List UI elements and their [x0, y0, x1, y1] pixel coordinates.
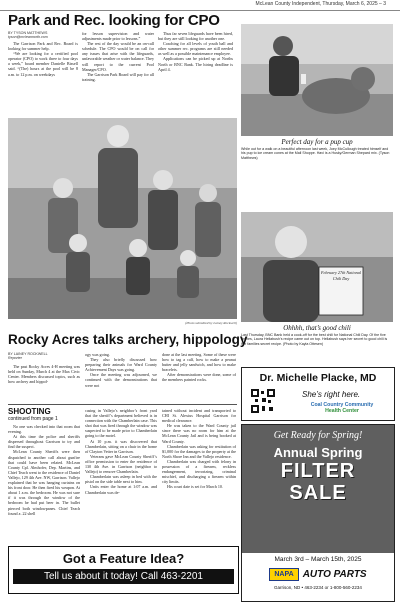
- photo-credit: (Photo submitted by Lainey Rockwell): [185, 321, 237, 325]
- paragraph: At 10 p.m. it was discovered that Chamberlain, sitting on a chair in the home of Clayton Vetter in Garrison.: [85, 438, 157, 454]
- continued-label: continued from page 1: [8, 416, 58, 422]
- paragraph: Applications can be picked up at Norths North or BNC Bank. The hiring deadline is April 4.: [158, 56, 233, 72]
- paragraph: The past Rocky Acres 4-H meeting was held on Sunday, March 4 at the Max Civic Center. Members discussed topics, such as how archery and hippol-: [8, 364, 80, 385]
- paragraph: The Garrison Park and Rec. Board is looking for summer help.: [8, 41, 78, 52]
- byline-email: tyson@mcleannorth.com: [8, 35, 48, 40]
- qr-code-icon: [250, 388, 276, 414]
- paragraph: McLean County Sheriffs were then dispatched to another call about gunfire that could have been related. McLean County Cpl. Almhofer, Dep. Martins, and Chief Teach went to the residence of Daniel Vallejo, 129 4th Ave. NW, Garrison. Vallejo explained that he was hanging curtains on his front door. He then fired his weapon. At about 1 a.m. the bedroom. He was not sure if it was through the window of the bedroom he had put beer in. The bullet pierced both windowpanes. Chief Teach found a .22 shell: [8, 449, 80, 516]
- paragraph: “We are looking for a certified pool operator (CPO) to work three to four days a week,” board member Danielle Bissell said. “(The) hours at the pool will be 8 a.m. to 12 p.m. on weekdays: [8, 51, 78, 77]
- clinic-name: Coal Country Community: [310, 402, 374, 408]
- ad-napa-banner: [242, 425, 394, 553]
- paragraph: for lesson supervision and water adjustments made prior to lessons.”: [82, 31, 154, 42]
- napa-brand: AUTO PARTS: [302, 569, 367, 580]
- article2-col1: [8, 364, 80, 402]
- paragraph: casing in Vallejo’s neighbor’s front yard that the sheriff’s department believed is in connection with the Chamberlain case. This shot that was fired through the window was suspected to be made prior to Chamberlain going to the motel.: [85, 408, 157, 439]
- paragraph: The Garrison Park Board will pay for all training.: [82, 71, 154, 82]
- clinic-subname: Health Center: [325, 408, 359, 414]
- clinic-logo: [294, 402, 390, 414]
- paragraph: tained without incident and transported to CHI St. Alexius Hospital Garrison for medical clearance.: [162, 408, 236, 424]
- paragraph: No one was checked into that room that evening.: [8, 424, 80, 435]
- article2-col3: [162, 352, 236, 402]
- article2-col2: [85, 352, 157, 402]
- byline-author: BY TYSON MATTHEWS: [8, 31, 48, 35]
- caption-title-pup: Perfect day for a pup cup: [281, 138, 353, 146]
- sale-line4: SALE: [289, 482, 347, 504]
- paragraph: done at the last meeting. Some of these were how to tag a calf, how to make a peanut butter and jelly sandwich, and how to make bracelets.: [162, 352, 236, 373]
- ad-feature-call: Tell us about it today! Call 463-2201: [13, 569, 234, 584]
- ad-feature-idea: [8, 546, 239, 594]
- paragraph: After demonstrations were done, some of the members painted rocks.: [162, 372, 236, 383]
- byline-author: BY LAINEY ROCKWELL: [8, 352, 48, 356]
- ad-feature-headline: Got a Feature Idea?: [62, 551, 185, 566]
- napa-logo: NAPA: [269, 568, 298, 581]
- photo-4h-group: [8, 118, 237, 319]
- sale-dates: March 3rd – March 15th, 2025: [274, 556, 362, 563]
- paragraph: Once the meeting was adjourned, we continued with the demonstrations that were not: [85, 372, 157, 388]
- shooting-col3: [162, 408, 236, 542]
- paragraph: They also briefly discussed how preparing their animals for Ward County Achievement Days was going.: [85, 357, 157, 373]
- doctor-tagline: She’s right here.: [302, 390, 361, 399]
- caption-chili: Last Thursday, BNC Bank held a cook-off for the best chili for National Chili Day. Of the five entries, Laura Hellabush’s recipe came out on top. Hellabush says her secret to good chili is her families secret recipe. (Photo by Kayla Ottesen): [241, 333, 388, 346]
- sale-line3: FILTER: [280, 460, 356, 482]
- paragraph: Coaching for all levels of youth ball and other summer rec. programs are still needed as well as a possible maintenance employee.: [158, 41, 233, 57]
- caption-pup: While out for a walk on a beautiful afternoon last week, Joey McCullough treated himself and his pup to ice cream cones at the Mall Shoppe. Havi is a Husky/German Shepard mix. (Tyson Matthews): [241, 147, 390, 160]
- caption-title-chili: Ohhhh, that’s good chili: [283, 324, 351, 332]
- paragraph: Thus far seven lifeguards have been hired, but they are still looking for another one.: [158, 31, 233, 42]
- napa-footer: Garrison, ND • 463-2234 or 1-800-560-2234: [274, 585, 362, 590]
- byline-role: Reporter: [8, 356, 22, 361]
- photo-chili: [241, 212, 393, 322]
- paragraph: His court date is set for March 10.: [167, 484, 223, 490]
- paragraph: Chamberlain was charged with felony in possession of a firearm, reckless endangerment, terrorizing, criminal mischief, and discharging a firearm within city limits.: [162, 458, 236, 485]
- divider: [8, 404, 237, 405]
- paragraph: ogy was going.: [85, 352, 110, 357]
- paragraph: Chamberlain was asleep in bed with the pistol on the side table next to him.: [85, 474, 157, 485]
- section-heading-shooting: SHOOTING: [8, 407, 51, 416]
- paragraph: Veterans gave McLean County Sheriff’s office permission to enter the residence of 130 4th Ave. in Garrison (neighbor to Vallejo) to remove Chamberlain.: [85, 453, 157, 475]
- article1-col1: [8, 41, 78, 111]
- shooting-col2: [85, 408, 157, 542]
- article1-col2: [82, 31, 154, 111]
- paragraph: He was taken to the Ward County jail since there was no room for him at the McLean County Jail and is being booked at Ward County.: [162, 423, 236, 444]
- byline-rockwell: [8, 352, 78, 360]
- paragraph: Units enter the home at 1:07 a.m. and Chamberlain was de-: [85, 484, 157, 495]
- sale-line1: Get Ready for Spring!: [273, 430, 363, 441]
- sale-line2: Annual Spring: [273, 445, 363, 460]
- article-title-cpo: Park and Rec. looking for CPO: [8, 12, 220, 29]
- article-title-rocky-acres: Rocky Acres talks archery, hippology: [8, 332, 248, 347]
- shooting-col1: [8, 424, 80, 542]
- photo-pup-cup: [241, 24, 393, 136]
- chili-sign: February 27th National Chili Day: [321, 270, 362, 281]
- paragraph: Chamberlain was asking for restitution of $1,000 for the damages to the property at the North Shore Inn and the Vallejo residence.: [162, 443, 236, 459]
- ad-doctor: [241, 367, 395, 421]
- paragraph: At this time the police and sheriffs dispersed throughout Garrison to try and find the suspect.: [8, 434, 80, 450]
- article1-col3: [158, 31, 233, 111]
- running-head: McLean County Independent, Thursday, March 6, 2025 – 3: [255, 1, 386, 7]
- byline: [8, 31, 78, 39]
- paragraph: The rest of the day would be an on-call schedule. The CPO would be on call for any issues that arise with the lifeguards, unfavorable weather or water balance. They will report to the current Pool Manager/CPO.: [82, 41, 154, 72]
- ad-napa: [241, 424, 395, 602]
- doctor-name: Dr. Michelle Placke, MD: [259, 372, 377, 384]
- napa-logo-row: [242, 568, 394, 581]
